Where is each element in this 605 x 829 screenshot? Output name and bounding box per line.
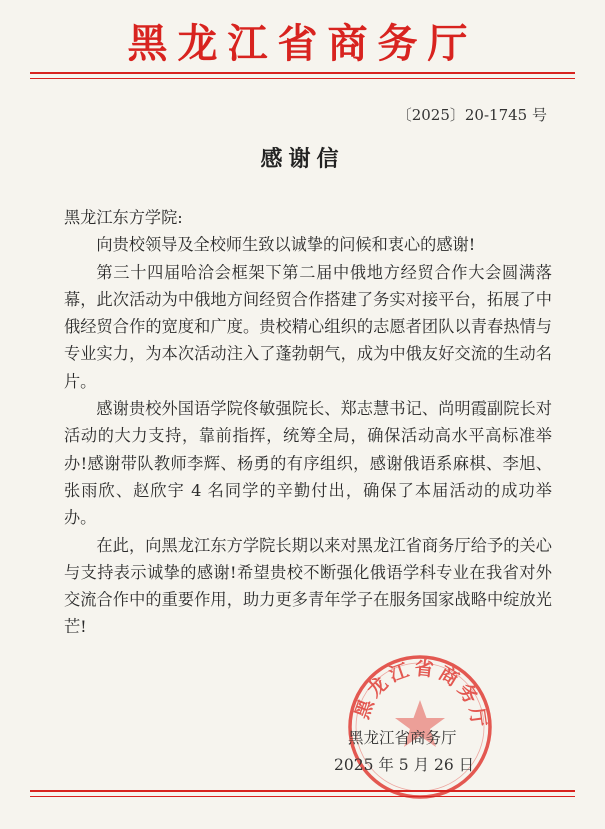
- body-paragraph-1: 向贵校领导及全校师生致以诚挚的问候和衷心的感谢!: [96, 235, 476, 255]
- signature-org: 黑龙江省商务厅: [348, 729, 457, 747]
- salutation: 黑龙江东方学院:: [64, 208, 183, 227]
- body-paragraph-4: 在此，向黑龙江东方学院长期以来对黑龙江省商务厅给予的关心与支持表示诚挚的感谢!希望贵校不断强化俄语学科专业在我省对外交流合作中的重要作用，助力更多青年学子在服务国家战略中绽放光芒!: [64, 535, 552, 637]
- seal-text: 黑龙江省商务厅: [351, 657, 490, 733]
- letter-body: [64, 204, 552, 641]
- letter-title: 感谢信: [260, 146, 345, 172]
- letterhead-rule-thick: [30, 72, 575, 74]
- body-paragraph-2: 第三十四届哈洽会框架下第二届中俄地方经贸合作大会圆满落幕，此次活动为中俄地方间经贸合作搭建了务实对接平台，拓展了中俄经贸合作的宽度和广度。贵校精心组织的志愿者团队以青春热情与专业实力，为本次活动注入了蓬勃朝气，成为中俄友好交流的生动名片。: [64, 262, 552, 391]
- signature-date: 2025 年 5 月 26 日: [334, 756, 475, 774]
- footer-rule-thick: [30, 790, 575, 792]
- document-number: 〔2025〕20-1745 号: [396, 106, 547, 124]
- letterhead-title: 黑龙江省商务厅: [127, 20, 478, 67]
- letterhead-rule-thin: [30, 78, 575, 79]
- body-paragraph-3: 感谢贵校外国语学院佟敏强院长、郑志慧书记、尚明霞副院长对活动的大力支持，靠前指挥，统筹全局，确保活动高水平高标准举办!感谢带队教师李辉、杨勇的有序组织，感谢俄语系麻棋、李旭、张雨欣、赵欣宇 4 名同学的辛勤付出，确保了本届活动的成功举办。: [64, 399, 552, 528]
- footer-rule-thin: [30, 796, 575, 797]
